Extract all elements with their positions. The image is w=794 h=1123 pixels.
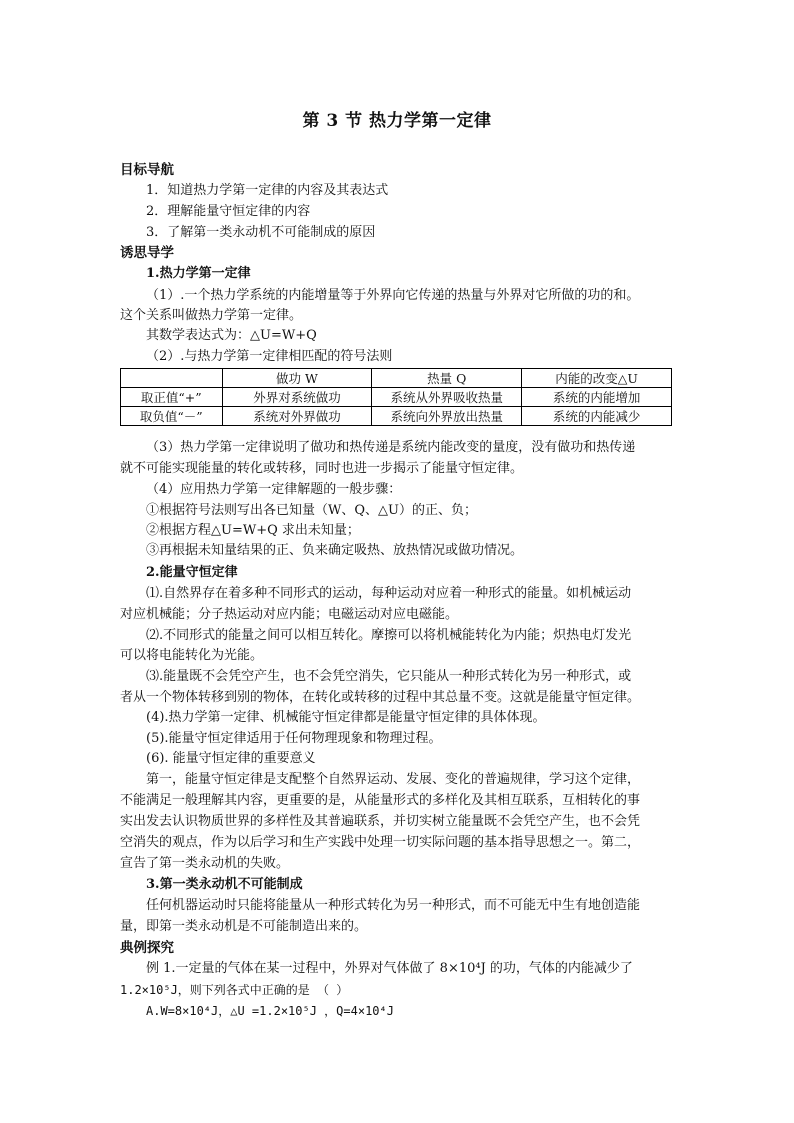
paragraph: ⑴.自然界存在着多种不同形式的运动，每种运动对应着一种形式的能量。如机械运动 — [146, 586, 632, 601]
subheading-perpetual-motion: 3.第一类永动机不可能制成 — [146, 877, 303, 892]
step-2: ②根据方程△U=W+Q 求出未知量； — [146, 523, 360, 538]
table-cell: 系统的内能增加 — [522, 388, 672, 407]
paragraph: ⑵.不同形式的能量之间可以相互转化。摩擦可以将机械能转化为内能；炽热电灯发光 — [146, 628, 632, 643]
paragraph: ⑶.能量既不会凭空产生，也不会凭空消失，它只能从一种形式转化为另一种形式，或 — [146, 669, 632, 684]
step-3: ③再根据未知量结果的正、负来确定吸热、放热情况或做功情况。 — [146, 543, 524, 558]
paragraph: （2）.与热力学第一定律相匹配的符号法则 — [146, 349, 393, 364]
goal-item-1: 1．知道热力学第一定律的内容及其表达式 — [146, 183, 389, 198]
subheading-energy-conservation: 2.能量守恒定律 — [146, 565, 238, 580]
paragraph: 宣告了第一类永动机的失败。 — [120, 856, 290, 871]
paragraph: 者从一个物体转移到别的物体，在转化或转移的过程中其总量不变。这就是能量守恒定律。 — [120, 690, 641, 705]
paragraph: 可以将电能转化为光能。 — [120, 648, 264, 663]
paragraph: 不能满足一般理解其内容，更重要的是，从能量形式的多样化及其相互联系，互相转化的事 — [120, 793, 641, 808]
paragraph: （1）.一个热力学系统的内能增量等于外界向它传递的热量与外界对它所做的功的和。 — [146, 288, 640, 303]
section-heading-guide: 诱思导学 — [120, 245, 174, 261]
table-cell: 内能的改变△U — [522, 369, 672, 388]
table-cell: 系统从外界吸收热量 — [372, 388, 522, 407]
table-cell: 做功 W — [222, 369, 372, 388]
paragraph: （3）热力学第一定律说明了做功和热传递是系统内能改变的量度，没有做功和热传递 — [146, 440, 636, 455]
paragraph: 空消失的观点，作为以后学习和生产实践中处理一切实际问题的基本指导思想之一。第二， — [120, 835, 641, 850]
goal-item-3: 3．了解第一类永动机不可能制成的原因 — [146, 225, 376, 240]
paragraph: 这个关系叫做热力学第一定律。 — [120, 308, 303, 323]
table-row — [121, 407, 672, 426]
paragraph: 实出发去认识物质世界的多样性及其普遍联系，并切实树立能量既不会凭空产生，也不会凭 — [120, 814, 641, 829]
table-cell: 外界对系统做功 — [222, 388, 372, 407]
table-cell: 系统对外界做功 — [222, 407, 372, 426]
answer-option-a: A.W=8×10⁴J，△U =1.2×10⁵J ，Q=4×10⁴J — [146, 1004, 394, 1018]
paragraph: (6). 能量守恒定律的重要意义 — [146, 751, 316, 766]
section-heading-examples: 典例探究 — [120, 940, 174, 956]
table-cell: 取正值“+” — [121, 388, 223, 407]
paragraph: (5).能量守恒定律适用于任何物理现象和物理过程。 — [146, 731, 442, 746]
example-question: 例 1.一定量的气体在某一过程中，外界对气体做了 8×10⁴J 的功，气体的内能减少了 — [146, 961, 633, 976]
sign-rule-table — [120, 368, 672, 426]
goal-item-2: 2．理解能量守恒定律的内容 — [146, 204, 311, 219]
table-cell — [121, 369, 223, 388]
table-row — [121, 388, 672, 407]
table-cell: 取负值“－” — [121, 407, 223, 426]
step-1: ①根据符号法则写出各已知量（W、Q、△U）的正、负； — [146, 503, 477, 518]
example-question: 1.2×10⁵J，则下列各式中正确的是 （ ） — [120, 983, 349, 997]
paragraph: 任何机器运动时只能将能量从一种形式转化为另一种形式，而不可能无中生有地创造能 — [146, 898, 641, 913]
page-title: 第 3 节 热力学第一定律 — [302, 111, 492, 131]
formula-line: 其数学表达式为：△U=W+Q — [146, 328, 317, 343]
paragraph: 量，即第一类永动机是不可能制造出来的。 — [120, 919, 368, 934]
table-cell: 系统的内能减少 — [522, 407, 672, 426]
paragraph: 对应机械能；分子热运动对应内能；电磁运动对应电磁能。 — [120, 607, 459, 622]
section-heading-goals: 目标导航 — [120, 162, 174, 178]
table-cell: 系统向外界放出热量 — [372, 407, 522, 426]
paragraph: 就不可能实现能量的转化或转移，同时也进一步揭示了能量守恒定律。 — [120, 461, 524, 476]
table-cell: 热量 Q — [372, 369, 522, 388]
table-header-row — [121, 369, 672, 388]
paragraph: 第一，能量守恒定律是支配整个自然界运动、发展、变化的普遍规律，学习这个定律， — [146, 772, 641, 787]
subheading-first-law: 1.热力学第一定律 — [146, 266, 251, 281]
paragraph: （4）应用热力学第一定律解题的一般步骤： — [146, 482, 402, 497]
paragraph: (4).热力学第一定律、机械能守恒定律都是能量守恒定律的具体体现。 — [146, 710, 546, 725]
